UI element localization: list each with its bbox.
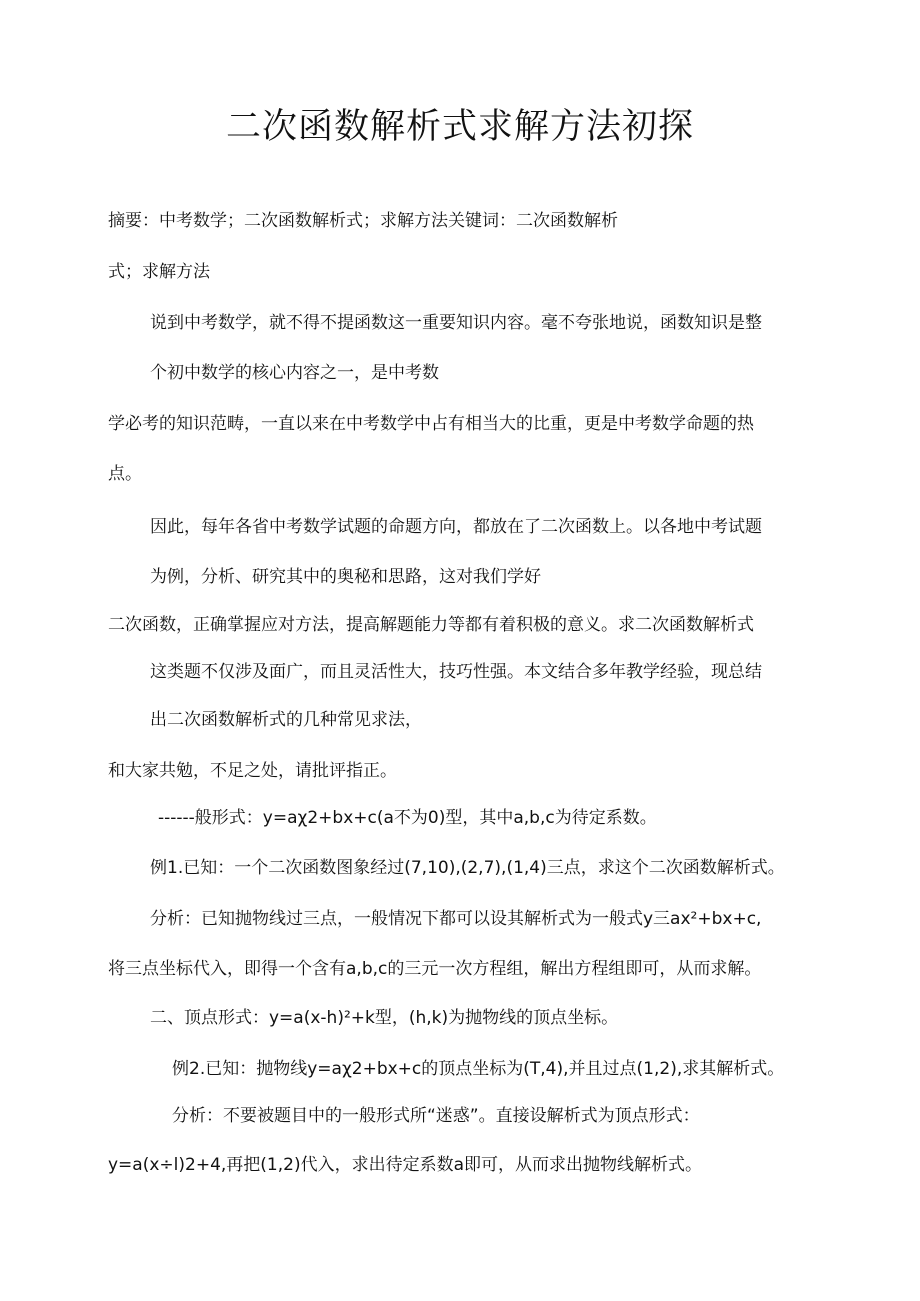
abstract-line-2: 式；求解方法 xyxy=(108,262,210,282)
paragraph-line: 因此，每年各省中考数学试题的命题方向，都放在了二次函数上。以各地中考试题 xyxy=(150,517,762,537)
paragraph-line: 学必考的知识范畴，一直以来在中考数学中占有相当大的比重，更是中考数学命题的热 xyxy=(108,414,754,434)
paragraph-line: 这类题不仅涉及面广，而且灵活性大，技巧性强。本文结合多年教学经验，现总结 xyxy=(150,662,762,682)
analysis-2-line-1: 分析：不要被题目中的一般形式所“迷惑”。直接设解析式为顶点形式： xyxy=(172,1106,700,1126)
document-title: 二次函数解析式求解方法初探 xyxy=(225,107,694,147)
section-heading-vertex-form: 二、顶点形式：y=a(x-h)²+k型，(h,k)为抛物线的顶点坐标。 xyxy=(150,1008,619,1028)
section-heading-general-form: ------般形式：y=aχ2+bx+c(a不为0)型，其中a,b,c为待定系数。 xyxy=(158,808,657,828)
abstract-line-1: 摘要：中考数学；二次函数解析式；求解方法关键词：二次函数解析 xyxy=(108,211,618,231)
analysis-2-line-2: y=a(x÷l)2+4,再把(1,2)代入，求出待定系数a即可，从而求出抛物线解析式。 xyxy=(108,1155,703,1175)
paragraph-line: 个初中数学的核心内容之一，是中考数 xyxy=(150,363,439,383)
paragraph-line: 为例，分析、研究其中的奥秘和思路，这对我们学好 xyxy=(150,567,541,587)
paragraph-line: 说到中考数学，就不得不提函数这一重要知识内容。毫不夸张地说，函数知识是整 xyxy=(150,313,762,333)
example-2: 例2.已知：抛物线y=aχ2+bx+c的顶点坐标为(T,4),并且过点(1,2),求其解析式。 xyxy=(172,1059,785,1079)
paragraph-line: 点。 xyxy=(108,464,142,484)
example-1: 例1.已知：一个二次函数图象经过(7,10),(2,7),(1,4)三点，求这个二次函数解析式。 xyxy=(150,858,785,878)
analysis-1-line-2: 将三点坐标代入，即得一个含有a,b,c的三元一次方程组，解出方程组即可，从而求解。 xyxy=(108,959,762,979)
analysis-1-line-1: 分析：已知抛物线过三点，一般情况下都可以设其解析式为一般式y三ax²+bx+c, xyxy=(150,909,762,929)
paragraph-line: 二次函数，正确掌握应对方法，提高解题能力等都有着积极的意义。求二次函数解析式 xyxy=(108,615,754,635)
paragraph-line: 出二次函数解析式的几种常见求法， xyxy=(150,710,422,730)
paragraph-line: 和大家共勉，不足之处，请批评指正。 xyxy=(108,761,397,781)
